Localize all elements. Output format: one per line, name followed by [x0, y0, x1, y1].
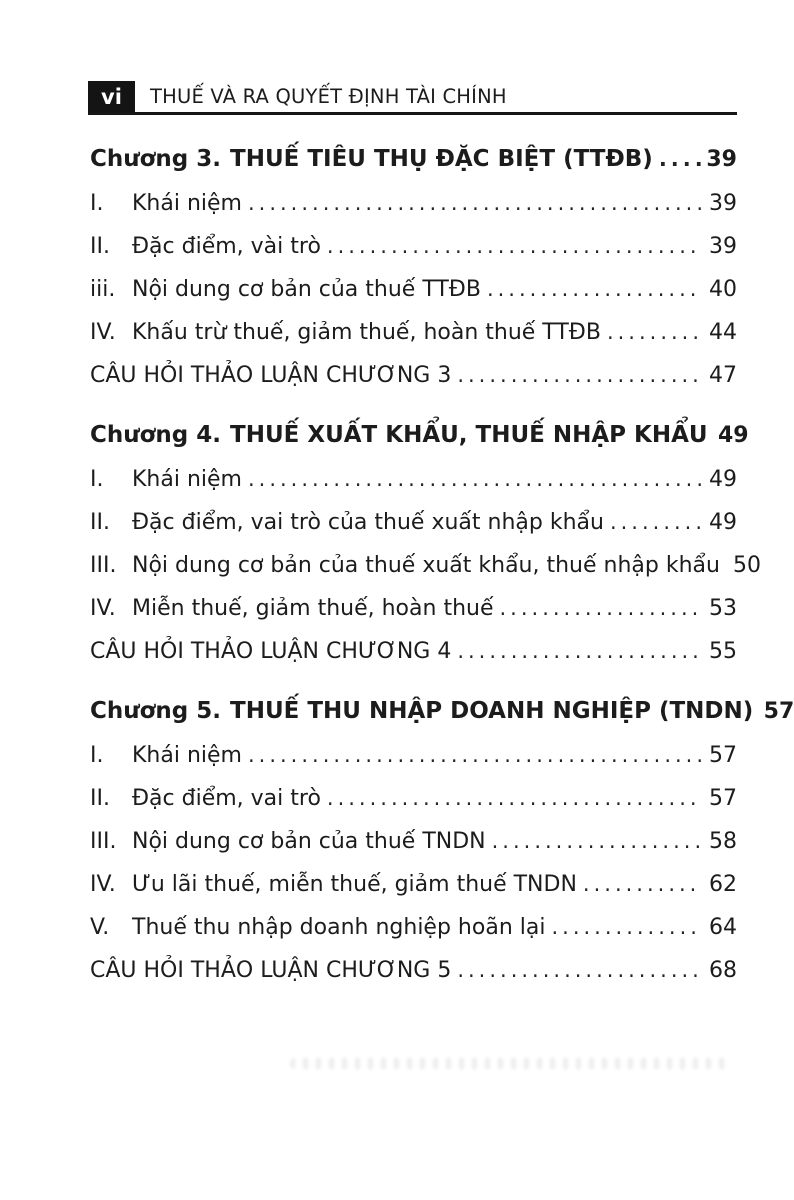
item-label: Nội dung cơ bản của thuế TNDN — [132, 829, 486, 854]
chapter-title: THUẾ XUẤT KHẨU, THUẾ NHẬP KHẨU — [230, 422, 708, 448]
chapter-page-ref: 49 — [717, 423, 749, 448]
item-numeral: III. — [90, 553, 117, 578]
chapter-heading — [90, 698, 794, 724]
item-numeral: IV. — [90, 320, 116, 345]
item-page-ref: 50 — [732, 553, 761, 578]
toc-item — [90, 872, 737, 897]
dot-leader — [457, 363, 702, 388]
chapter-heading — [90, 146, 737, 172]
item-label: Khấu trừ thuế, giảm thuế, hoàn thuế TTĐB — [132, 320, 601, 345]
item-page-ref: 64 — [709, 915, 737, 940]
dot-leader — [659, 146, 702, 172]
dot-leader — [248, 743, 702, 768]
item-label: Khái niệm — [132, 743, 242, 768]
toc-item — [90, 320, 737, 345]
item-numeral: I. — [90, 191, 104, 216]
item-label: Ưu lãi thuế, miễn thuế, giảm thuế TNDN — [132, 872, 577, 897]
footer-label: CÂU HỎI THẢO LUẬN CHƯƠNG 5 — [90, 958, 452, 983]
section-items — [90, 467, 761, 621]
running-header — [88, 81, 737, 115]
toc-item — [90, 786, 737, 811]
dot-leader — [583, 872, 702, 897]
toc — [90, 146, 794, 983]
item-label: Đặc điểm, vai trò của thuế xuất nhập khẩu — [132, 510, 604, 535]
item-page-ref: 39 — [709, 191, 737, 216]
footer-page-ref: 55 — [709, 639, 737, 664]
item-label: Khái niệm — [132, 467, 242, 492]
toc-item — [90, 234, 737, 259]
item-numeral: II. — [90, 786, 110, 811]
chapter-title: THUẾ TIÊU THỤ ĐẶC BIỆT (TTĐB) — [230, 146, 653, 172]
header-rule — [88, 112, 737, 115]
item-page-ref: 49 — [709, 510, 737, 535]
footer-page-ref: 47 — [709, 363, 737, 388]
item-page-ref: 49 — [709, 467, 737, 492]
footer-label: CÂU HỎI THẢO LUẬN CHƯƠNG 3 — [90, 363, 452, 388]
page-number: vi — [101, 84, 122, 109]
item-page-ref: 57 — [709, 786, 737, 811]
dot-leader — [457, 958, 702, 983]
footer-label: CÂU HỎI THẢO LUẬN CHƯƠNG 4 — [90, 639, 452, 664]
toc-item — [90, 510, 737, 535]
item-label: Đặc điểm, vai trò — [132, 786, 321, 811]
toc-item — [90, 915, 737, 940]
section-items — [90, 191, 737, 345]
toc-section — [90, 698, 794, 983]
chapter-heading — [90, 422, 749, 448]
item-page-ref: 57 — [709, 743, 737, 768]
bleed-through-artifact — [290, 1058, 730, 1069]
item-numeral: II. — [90, 510, 110, 535]
item-label: Thuế thu nhập doanh nghiệp hoãn lại — [132, 915, 546, 940]
toc-item — [90, 277, 737, 302]
section-footer — [90, 639, 737, 664]
item-numeral: III. — [90, 829, 117, 854]
dot-leader — [248, 191, 702, 216]
dot-leader — [327, 786, 702, 811]
item-page-ref: 53 — [709, 596, 737, 621]
dot-leader — [248, 467, 702, 492]
item-label: Nội dung cơ bản của thuế xuất khẩu, thuế nhập khẩu — [132, 553, 720, 578]
chapter-title: THUẾ THU NHẬP DOANH NGHIỆP (TNDN) — [230, 698, 754, 724]
item-label: Khái niệm — [132, 191, 242, 216]
item-label: Đặc điểm, vài trò — [132, 234, 321, 259]
section-footer — [90, 958, 737, 983]
toc-item — [90, 829, 737, 854]
section-footer — [90, 363, 737, 388]
dot-leader — [492, 829, 702, 854]
item-page-ref: 58 — [709, 829, 737, 854]
running-title: THUẾ VÀ RA QUYẾT ĐỊNH TÀI CHÍNH — [150, 85, 507, 108]
toc-section — [90, 146, 737, 388]
toc-item — [90, 191, 737, 216]
chapter-page-ref: 57 — [763, 699, 794, 724]
item-numeral: I. — [90, 743, 104, 768]
dot-leader — [607, 320, 702, 345]
dot-leader — [551, 915, 702, 940]
section-items — [90, 743, 737, 940]
footer-page-ref: 68 — [709, 958, 737, 983]
chapter-label: Chương 4. — [90, 422, 222, 448]
item-label: Nội dung cơ bản của thuế TTĐB — [132, 277, 481, 302]
toc-item — [90, 553, 761, 578]
item-numeral: II. — [90, 234, 110, 259]
item-page-ref: 39 — [709, 234, 737, 259]
item-numeral: V. — [90, 915, 110, 940]
dot-leader — [487, 277, 702, 302]
dot-leader — [327, 234, 702, 259]
toc-section — [90, 422, 761, 664]
dot-leader — [610, 510, 702, 535]
toc-item — [90, 743, 737, 768]
item-numeral: iii. — [90, 277, 116, 302]
toc-item — [90, 467, 737, 492]
item-numeral: IV. — [90, 596, 116, 621]
chapter-page-ref: 39 — [706, 147, 737, 172]
item-numeral: IV. — [90, 872, 116, 897]
page-number-box — [88, 81, 135, 112]
dot-leader — [457, 639, 702, 664]
item-numeral: I. — [90, 467, 104, 492]
chapter-label: Chương 3. — [90, 146, 222, 172]
item-page-ref: 62 — [709, 872, 737, 897]
item-page-ref: 40 — [709, 277, 737, 302]
toc-item — [90, 596, 737, 621]
item-page-ref: 44 — [709, 320, 737, 345]
item-label: Miễn thuế, giảm thuế, hoàn thuế — [132, 596, 494, 621]
dot-leader — [500, 596, 703, 621]
chapter-label: Chương 5. — [90, 698, 222, 724]
